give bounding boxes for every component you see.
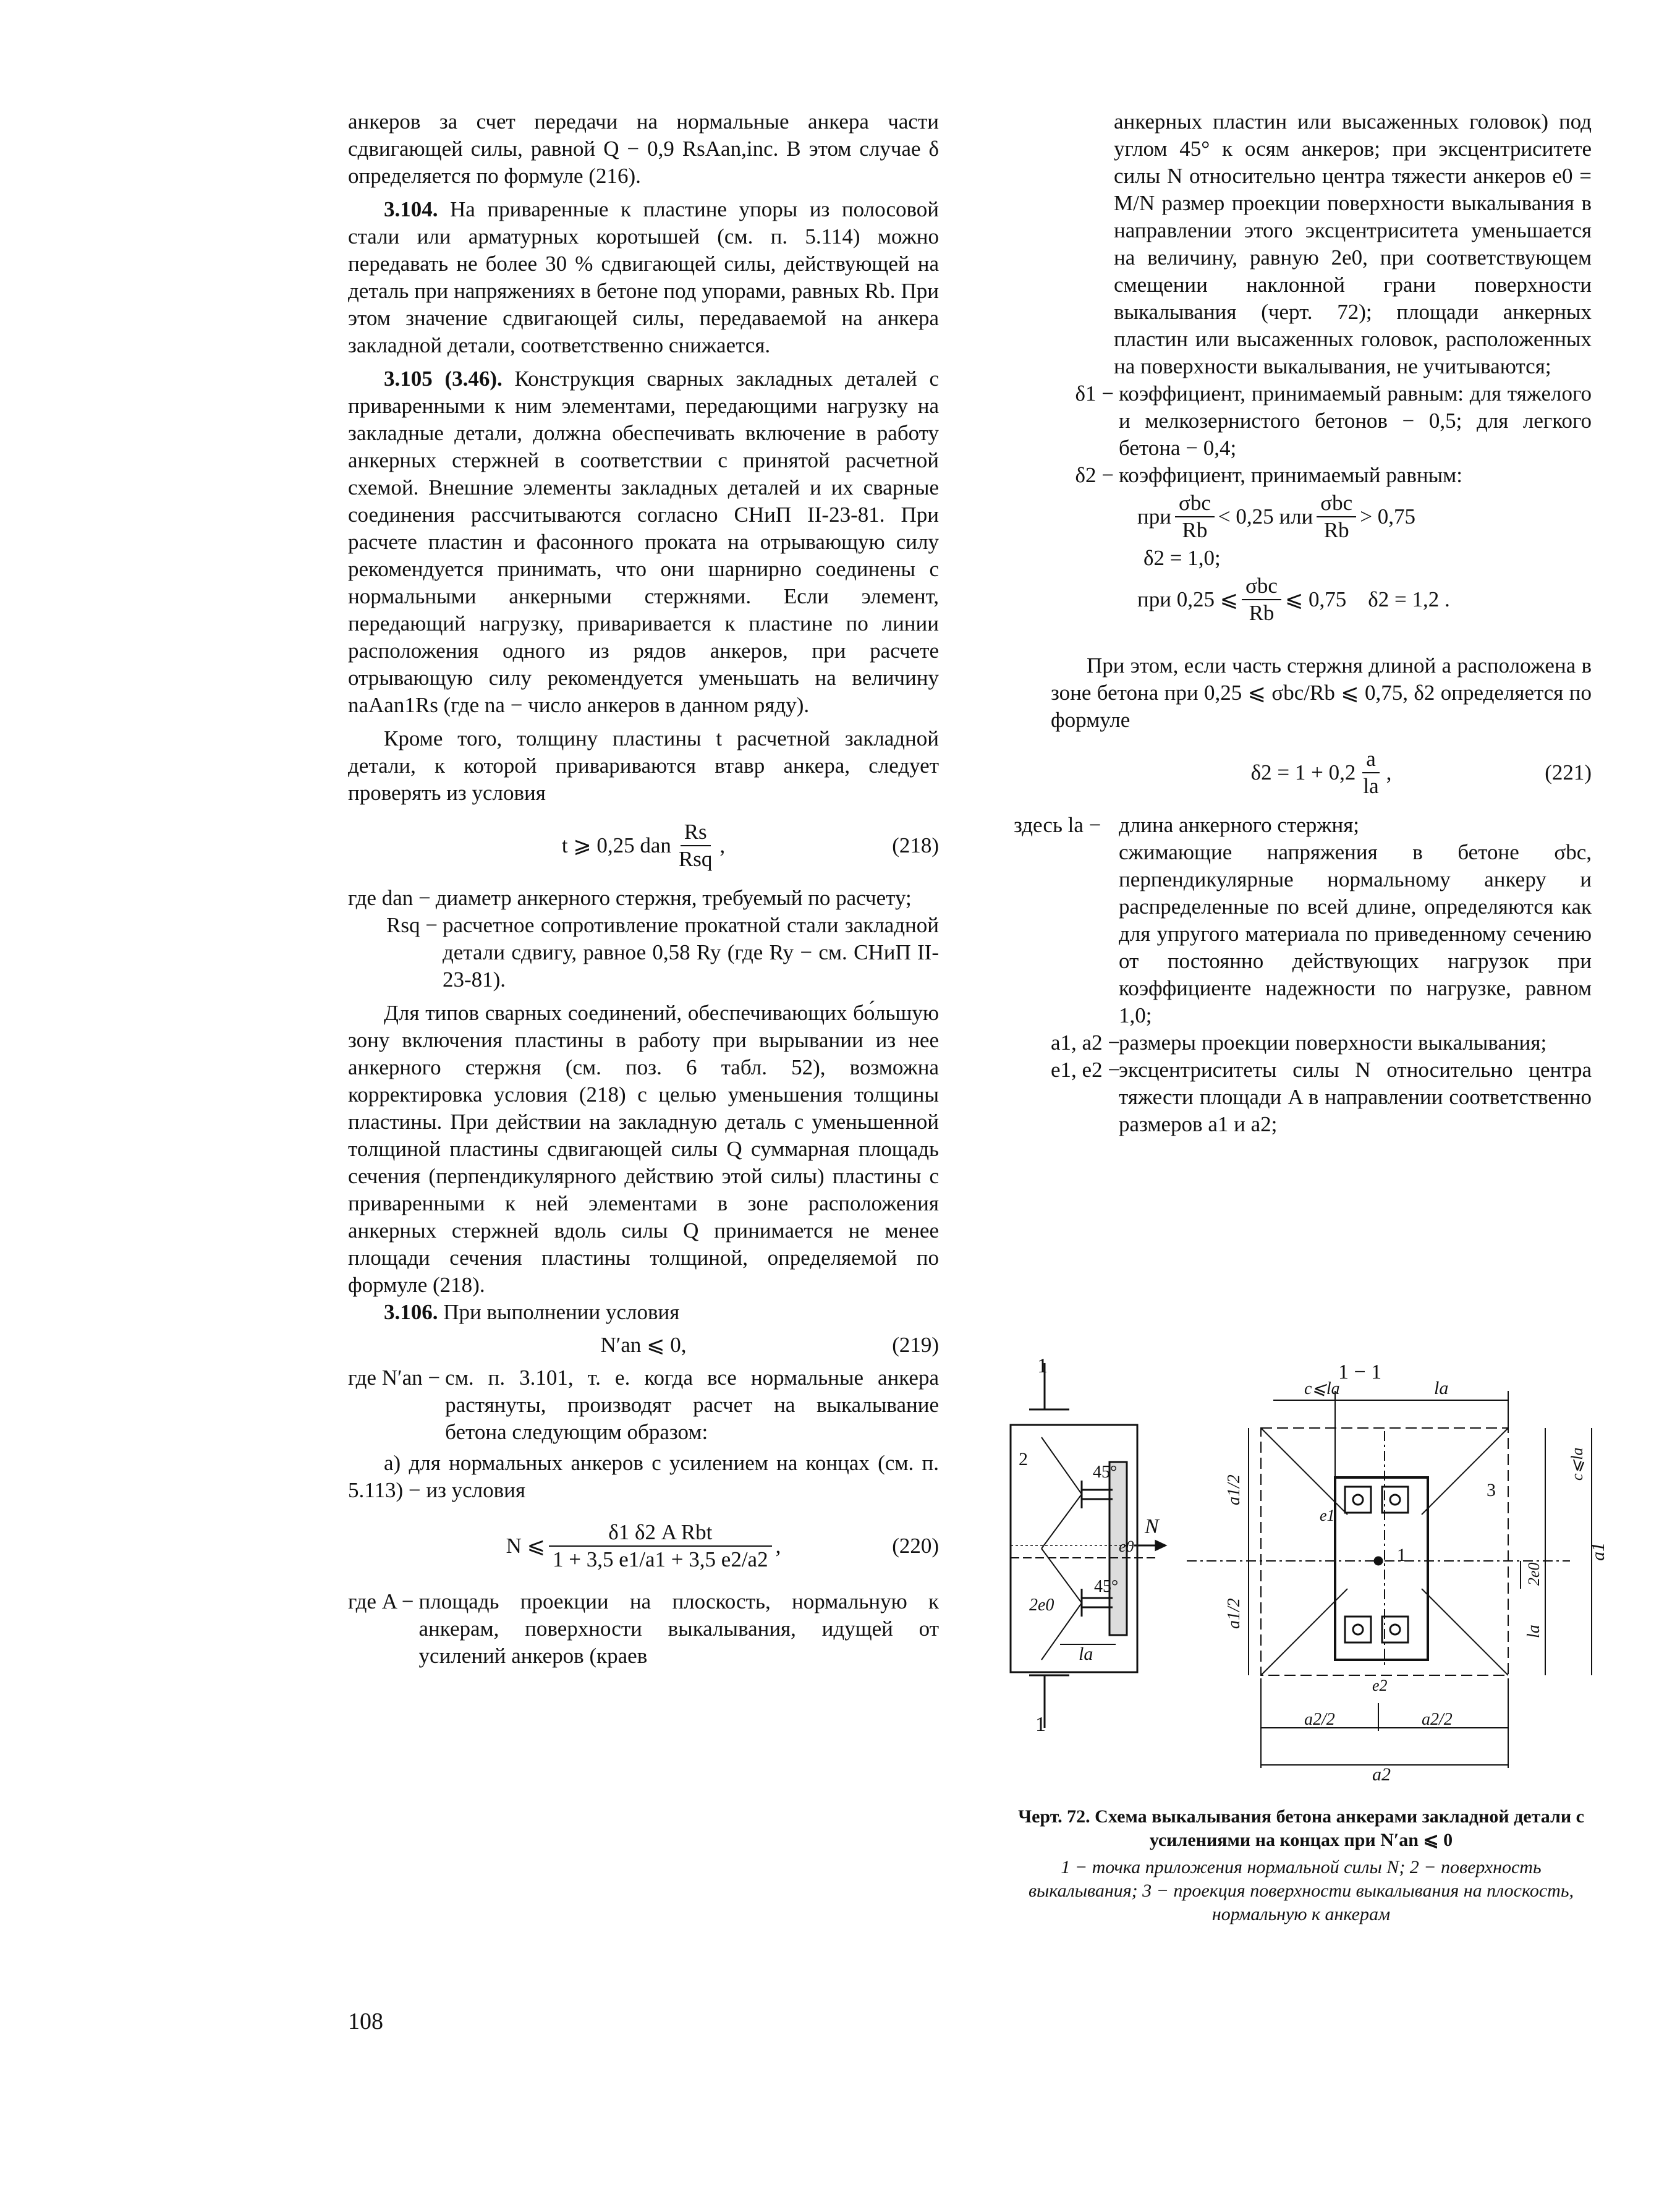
- definition: [1051, 462, 1592, 489]
- condition-text: при: [1137, 504, 1171, 529]
- la-label: la: [1434, 1378, 1449, 1398]
- definition-symbol: где N′an −: [348, 1366, 441, 1390]
- fraction: [675, 819, 716, 872]
- definition-text: площадь проекции на плоскость, нормальную к анкерам, поверхности выкалывания, идущей от усилений анкеров (краев: [418, 1589, 939, 1668]
- definition-text: расчетное сопротивление прокатной стали закладной детали сдвигу, равное 0,58 Ry (где Ry − см. СНиП II-23-81).: [442, 913, 939, 992]
- a2-half-label: a2/2: [1304, 1710, 1335, 1729]
- condition-text: > 0,75: [1360, 504, 1415, 529]
- definition-symbol: где dan −: [348, 886, 431, 910]
- eq-body: N′an ⩽ 0,: [600, 1333, 687, 1357]
- e1-label: e1: [1320, 1507, 1335, 1524]
- equation-number: (218): [892, 833, 939, 857]
- fraction-denominator: Rb: [1323, 518, 1349, 542]
- definition-symbol: δ1 −: [1075, 381, 1114, 406]
- two-e0-label: 2e0: [1525, 1562, 1543, 1586]
- section-number: 3.106.: [384, 1300, 438, 1324]
- a2-label: a2: [1372, 1764, 1391, 1783]
- definition-symbol: где A −: [348, 1589, 414, 1613]
- equation-221: [1051, 739, 1592, 807]
- c-le-la-label: c⩽la: [1304, 1379, 1340, 1398]
- section-text: При выполнении условия: [443, 1300, 680, 1324]
- eq-tail: ,: [719, 833, 726, 857]
- fraction: [1317, 490, 1356, 543]
- definition: [1051, 1056, 1592, 1138]
- la-label: la: [1079, 1644, 1093, 1664]
- cut-label: 1: [1037, 1357, 1048, 1377]
- a1-half-label: a1/2: [1224, 1474, 1244, 1505]
- equation-220: [348, 1509, 939, 1583]
- cut-mark-top: [1029, 1357, 1069, 1409]
- definition-continuation: сжимающие напряжения в бетоне σbc, перпендикулярные нормальному анкеру и распределенные по всей длине, определяются как для упругого материала по приведенному сечению от постоянно действующих нагрузок при коэффициенте надежности по нагрузке, равном 1,0;: [1119, 840, 1592, 1027]
- definition-symbol: здесь la −: [1014, 813, 1101, 837]
- fraction-denominator: Rsq: [678, 847, 713, 871]
- equation-218: [348, 812, 939, 880]
- definition: [348, 1588, 939, 1670]
- definition-text: коэффициент, принимаемый равным: для тяжелого и мелкозернистого бетонов − 0,5; для легкого бетона − 0,4;: [1119, 381, 1592, 460]
- equation-number: (220): [892, 1534, 939, 1558]
- page-number: 108: [348, 2008, 383, 2034]
- definition-text: коэффициент, принимаемый равным:: [1119, 463, 1462, 487]
- fraction-denominator: la: [1363, 774, 1379, 798]
- caption-title: Черт. 72. Схема выкалывания бетона анкерами закладной детали с усилениями на концах при N′an ⩽ 0: [1018, 1806, 1584, 1850]
- fraction-denominator: Rb: [1249, 601, 1275, 625]
- figure-caption: [1004, 1805, 1598, 1926]
- section-title: 1 − 1: [1338, 1361, 1382, 1383]
- cut-label: 1: [1035, 1713, 1046, 1736]
- definition: [348, 912, 939, 993]
- figure-72: [1001, 1357, 1613, 1783]
- fraction-numerator: δ1 δ2 A Rbt: [549, 1519, 772, 1547]
- definition-text: длина анкерного стержня;: [1119, 813, 1360, 837]
- equation-number: (221): [1545, 760, 1592, 784]
- paragraph: Кроме того, толщину пластины t расчетной закладной детали, к которой привариваются втавр анкера, следует проверять из условия: [348, 726, 939, 805]
- definition: [348, 1364, 939, 1446]
- definition-symbol: e1, e2 −: [1051, 1058, 1121, 1082]
- condition-text: при 0,25 ⩽: [1137, 587, 1239, 611]
- paragraph: а) для нормальных анкеров с усилением на концах (см. п. 5.113) − из условия: [348, 1451, 939, 1502]
- equation-219: [348, 1331, 939, 1359]
- definition: [348, 885, 939, 912]
- definition-symbol: a1, a2 −: [1051, 1031, 1121, 1055]
- callout-2: 2: [1019, 1449, 1028, 1469]
- condition-line: [1051, 572, 1592, 627]
- paragraph: анкеров за счет передачи на нормальные анкера части сдвигающей силы, равной Q − 0,9 RsAan,inc. В этом случае δ определяется по формуле (216).: [348, 109, 939, 188]
- section-view: [1011, 1425, 1165, 1672]
- plan-view: [1187, 1428, 1570, 1694]
- left-column: [348, 108, 939, 1670]
- angle-label: 45°: [1094, 1577, 1119, 1596]
- condition-text: ⩽ 0,75 δ2 = 1,2 .: [1284, 587, 1450, 611]
- fraction-denominator: Rb: [1182, 518, 1208, 542]
- eq-tail: ,: [1386, 760, 1392, 784]
- eq-left: t ⩾ 0,25 dan: [561, 833, 671, 857]
- section-number: 3.105 (3.46).: [384, 367, 503, 391]
- eq-left: δ2 = 1 + 0,2: [1250, 760, 1356, 784]
- fraction-numerator: σbc: [1317, 490, 1356, 517]
- condition-line: δ2 = 1,0;: [1143, 546, 1221, 570]
- definition-text: эксцентриситеты силы N относительно центра тяжести площади A в направлении соответственно размеров a1 и a2;: [1119, 1058, 1592, 1136]
- paragraph: Для типов сварных соединений, обеспечивающих бо́льшую зону включения пластины в работу при вырывании из нее анкерного стержня (см. поз. 6 табл. 52), возможна корректировка условия (218) с целью уменьшения толщины пластины. При действии на закладную деталь с уменьшенной толщиной пластины сдвигающей силы Q суммарная площадь сечения (перпендикулярного действию этой силы) пластины с приваренными к ней элементами в зоне расположения анкерных стержней вдоль силы Q принимается не менее площади сечения пластины толщиной, определяемой по формуле (218).: [348, 1001, 939, 1297]
- la-label: la: [1524, 1625, 1543, 1638]
- definition: [1014, 812, 1592, 839]
- fraction: [549, 1519, 772, 1573]
- a2-half-label: a2/2: [1422, 1710, 1453, 1729]
- eq-left: N ⩽: [506, 1534, 546, 1558]
- force-label: N: [1145, 1515, 1159, 1538]
- condition-line: [1051, 489, 1592, 545]
- cut-mark-bottom: [1029, 1675, 1069, 1736]
- c-le-la-label: c⩽la: [1568, 1447, 1586, 1481]
- definition-text: размеры проекции поверхности выкалывания;: [1119, 1031, 1547, 1055]
- section-3-105: [348, 365, 939, 719]
- callout-1: 1: [1397, 1545, 1406, 1565]
- definition: [1051, 380, 1592, 462]
- section-text: Конструкция сварных закладных деталей с приваренными к ним элементами, передающими нагрузку на закладные детали, должна обеспечивать включение в работу анкерных стержней в соответствии с принятой расчетной схемой. Внешние элементы закладных деталей и их сварные соединения рассчитываются согласно СНиП II-23-81. При расчете пластин и фасонного проката на отрывающую силу рекомендуется принимать, что они шарнирно соединены с нормальными анкерными стержнями. Если элемент, передающий нагрузку, приваривается к пластине по линии расположения одного из рядов анкеров, при расчете отрывающую силу рекомендуется уменьшать на величину naAan1Rs (где na − число анкеров в данном ряду).: [348, 367, 940, 717]
- fraction: [1359, 746, 1382, 799]
- section-3-104: [348, 196, 939, 359]
- two-e0-label: 2e0: [1029, 1596, 1054, 1615]
- definition-symbol: Rsq −: [386, 913, 438, 937]
- fraction: [1175, 490, 1215, 543]
- definition-symbol: δ2 −: [1075, 463, 1114, 487]
- angle-label: 45°: [1093, 1463, 1118, 1482]
- dimensions: [1224, 1378, 1608, 1783]
- equation-number: (219): [892, 1333, 939, 1357]
- fraction: [1242, 573, 1281, 626]
- section-3-106: [348, 1299, 939, 1326]
- section-number: 3.104.: [384, 197, 438, 221]
- a1-half-label: a1/2: [1224, 1598, 1244, 1629]
- a1-label: a1: [1588, 1542, 1608, 1561]
- paragraph: анкерных пластин или высаженных головок) под углом 45° к осям анкеров; при эксцентриситете силы N относительно центра тяжести анкеров e0 = M/N размер проекции поверхности выкалывания в направлении этого эксцентриситета уменьшается на величину, равную 2e0, при соответствующем смещении наклонной грани поверхности выкалывания (черт. 72); площади анкерных пластин или высаженных головок, расположенных на поверхности выкалывания, не учитываются;: [1114, 109, 1592, 378]
- fraction-denominator: 1 + 3,5 e1/a1 + 3,5 e2/a2: [553, 1547, 768, 1571]
- paragraph: При этом, если часть стержня длиной a расположена в зоне бетона при 0,25 ⩽ σbc/Rb ⩽ 0,75, δ2 определяется по формуле: [1051, 653, 1592, 732]
- condition-text: < 0,25 или: [1218, 504, 1313, 529]
- right-column: [1014, 108, 1592, 1138]
- section-text: На приваренные к пластине упоры из полосовой стали или арматурных коротышей (см. п. 5.114) можно передавать не более 30 % сдвигающей силы, действующей на деталь при напряжениях в бетоне под упорами, равных Rb. При этом значение сдвигающей силы, передаваемой на анкера закладной детали, соответственно снижается.: [348, 197, 939, 357]
- e2-label: e2: [1372, 1677, 1388, 1694]
- fraction-numerator: a: [1362, 746, 1380, 773]
- fraction-numerator: σbc: [1242, 573, 1281, 600]
- definition: [1051, 1029, 1592, 1056]
- caption-legend: 1 − точка приложения нормальной силы N; 2 − поверхность выкалывания; 3 − проекция поверхности выкалывания на плоскость, нормальную к анкерам: [1029, 1857, 1574, 1924]
- e0-label: e0: [1119, 1537, 1134, 1555]
- fraction-numerator: σbc: [1175, 490, 1215, 517]
- eq-tail: ,: [775, 1534, 781, 1558]
- definition-text: см. п. 3.101, т. е. когда все нормальные анкера растянуты, производят расчет на выкалывание бетона следующим образом:: [445, 1366, 939, 1444]
- fraction-numerator: Rs: [681, 819, 711, 846]
- definition-text: диаметр анкерного стержня, требуемый по расчету;: [435, 886, 912, 910]
- callout-3: 3: [1487, 1480, 1496, 1500]
